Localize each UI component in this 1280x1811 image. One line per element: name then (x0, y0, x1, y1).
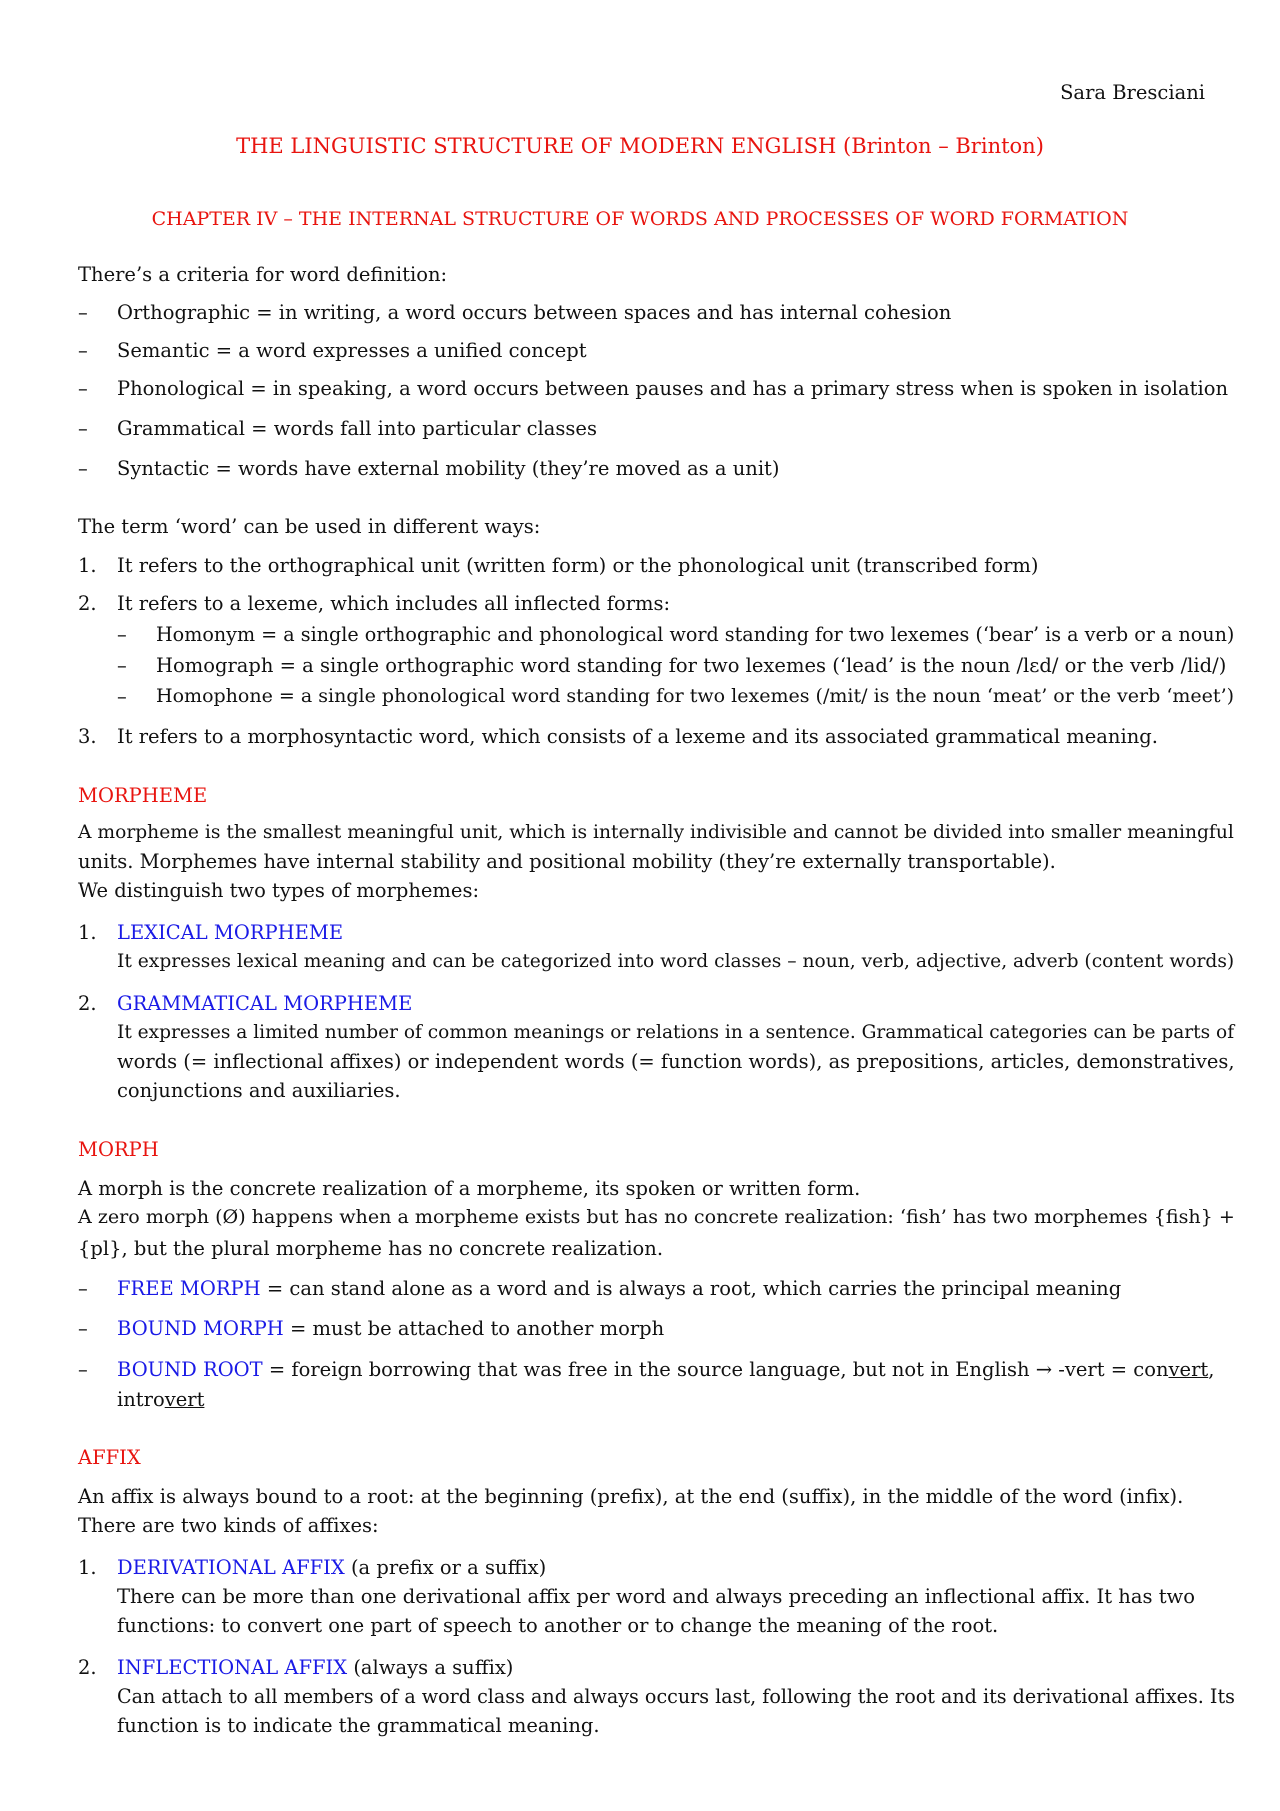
list-item: Semantic = a word expresses a unified concept (117, 339, 587, 362)
list-item: It refers to the orthographical unit (written form) or the phonological unit (transcribed form) (117, 554, 1039, 577)
criteria-intro: There’s a criteria for word definition: (78, 263, 448, 286)
author-name: Sara Bresciani (1060, 81, 1205, 104)
definition-line: words (= inflectional affixes) or independent words (= function words), as prepositions, articles, demonstratives, (117, 1050, 1235, 1073)
definition-line: functions: to convert one part of speech to another or to change the meaning of the root. (117, 1614, 999, 1637)
term-bound-root: BOUND ROOT (117, 1358, 263, 1381)
underlined-root: vert (1168, 1358, 1209, 1381)
definition-text: = must be attached to another morph (283, 1317, 665, 1340)
sub-list-item: Homophone = a single phonological word standing for two lexemes (/mit/ is the noun ‘meat’ or the verb ‘meet’) (156, 685, 1235, 707)
word-uses-intro: The term ‘word’ can be used in different ways: (78, 515, 541, 538)
list-item (117, 1355, 1214, 1384)
paragraph-line: An affix is always bound to a root: at the beginning (prefix), at the end (suffix), in the middle of the word (infix). (78, 1485, 1184, 1508)
section-heading-morph: MORPH (78, 1138, 159, 1161)
list-bullet: – (117, 654, 127, 677)
paragraph-line: A zero morph (Ø) happens when a morpheme exists but has no concrete realization: ‘fish’ has two morphemes {fish} + (78, 1206, 1235, 1228)
definition-line: Can attach to all members of a word class and always occurs last, following the root and its derivational affixes. Its (117, 1685, 1235, 1708)
list-item: Grammatical = words fall into particular classes (117, 417, 597, 440)
list-bullet: – (78, 1358, 88, 1381)
list-bullet: – (78, 1277, 88, 1300)
term-bound-morph: BOUND MORPH (117, 1317, 284, 1340)
sub-list-item: Homonym = a single orthographic and phonological word standing for two lexemes (‘bear’ is a verb or a noun) (156, 623, 1235, 646)
term-note: (a prefix or a suffix) (344, 1556, 547, 1579)
list-bullet: – (117, 623, 127, 646)
definition-text: = foreign borrowing that was free in the source language, but not in English → -vert = con (262, 1358, 1169, 1381)
paragraph-line: A morph is the concrete realization of a morpheme, its spoken or written form. (78, 1177, 861, 1200)
list-bullet: – (78, 457, 88, 480)
paragraph-line: units. Morphemes have internal stability and positional mobility (they’re externally transportable). (78, 850, 1056, 873)
list-number: 2. (78, 592, 97, 615)
list-number: 1. (78, 1556, 97, 1579)
list-item: Orthographic = in writing, a word occurs between spaces and has internal cohesion (117, 301, 952, 324)
list-item-continuation (117, 1385, 204, 1414)
document-title: THE LINGUISTIC STRUCTURE OF MODERN ENGLISH (Brinton – Brinton) (236, 134, 1044, 158)
list-number: 1. (78, 921, 97, 944)
list-number: 1. (78, 554, 97, 577)
list-bullet: – (78, 301, 88, 324)
term-note: (always a suffix) (347, 1656, 514, 1679)
term-inflectional-affix: INFLECTIONAL AFFIX (117, 1656, 348, 1679)
list-bullet: – (78, 339, 88, 362)
section-heading-affix: AFFIX (78, 1446, 141, 1469)
list-bullet: – (78, 1317, 88, 1340)
term-free-morph: FREE MORPH (117, 1277, 261, 1300)
list-bullet: – (78, 417, 88, 440)
underlined-root: vert (164, 1388, 205, 1411)
list-item: It refers to a lexeme, which includes all inflected forms: (117, 592, 671, 615)
term-lexical-morpheme: LEXICAL MORPHEME (117, 921, 344, 944)
section-heading-morpheme: MORPHEME (78, 784, 208, 807)
list-item (117, 1553, 546, 1582)
list-item: It refers to a morphosyntactic word, which consists of a lexeme and its associated grammatical meaning. (117, 725, 1158, 748)
list-number: 2. (78, 992, 97, 1015)
definition-line: It expresses a limited number of common meanings or relations in a sentence. Grammatical categories can be parts of (117, 1022, 1235, 1043)
list-bullet: – (78, 377, 88, 400)
list-item: Phonological = in speaking, a word occurs between pauses and has a primary stress when is spoken in isolation (117, 377, 1229, 400)
paragraph-line: We distinguish two types of morphemes: (78, 879, 480, 902)
paragraph-line: There are two kinds of affixes: (78, 1514, 379, 1537)
list-item (117, 1274, 1121, 1303)
term-derivational-affix: DERIVATIONAL AFFIX (117, 1556, 345, 1579)
list-item: Syntactic = words have external mobility (they’re moved as a unit) (117, 457, 780, 480)
list-bullet: – (117, 685, 127, 708)
definition-line: function is to indicate the grammatical meaning. (117, 1714, 600, 1737)
example-prefix: intro (117, 1388, 165, 1411)
term-grammatical-morpheme: GRAMMATICAL MORPHEME (117, 992, 413, 1015)
comma: , (1208, 1358, 1215, 1381)
definition-text: = can stand alone as a word and is always a root, which carries the principal meaning (260, 1277, 1122, 1300)
definition-line: conjunctions and auxiliaries. (117, 1079, 401, 1102)
list-number: 2. (78, 1656, 97, 1679)
paragraph-line: A morpheme is the smallest meaningful unit, which is internally indivisible and cannot be divided into smaller meaningful (78, 822, 1234, 843)
list-item (117, 1314, 664, 1343)
paragraph-line: {pl}, but the plural morpheme has no concrete realization. (78, 1237, 664, 1260)
list-number: 3. (78, 725, 97, 748)
list-item (117, 1653, 513, 1682)
sub-list-item: Homograph = a single orthographic word standing for two lexemes (‘lead’ is the noun /lɛd/ or the verb /lid/) (156, 654, 1227, 677)
definition-line: There can be more than one derivational affix per word and always preceding an inflectional affix. It has two (117, 1585, 1195, 1608)
definition-line: It expresses lexical meaning and can be categorized into word classes – noun, verb, adjective, adverb (content words) (117, 951, 1235, 972)
chapter-heading: CHAPTER IV – THE INTERNAL STRUCTURE OF WORDS AND PROCESSES OF WORD FORMATION (151, 208, 1129, 230)
